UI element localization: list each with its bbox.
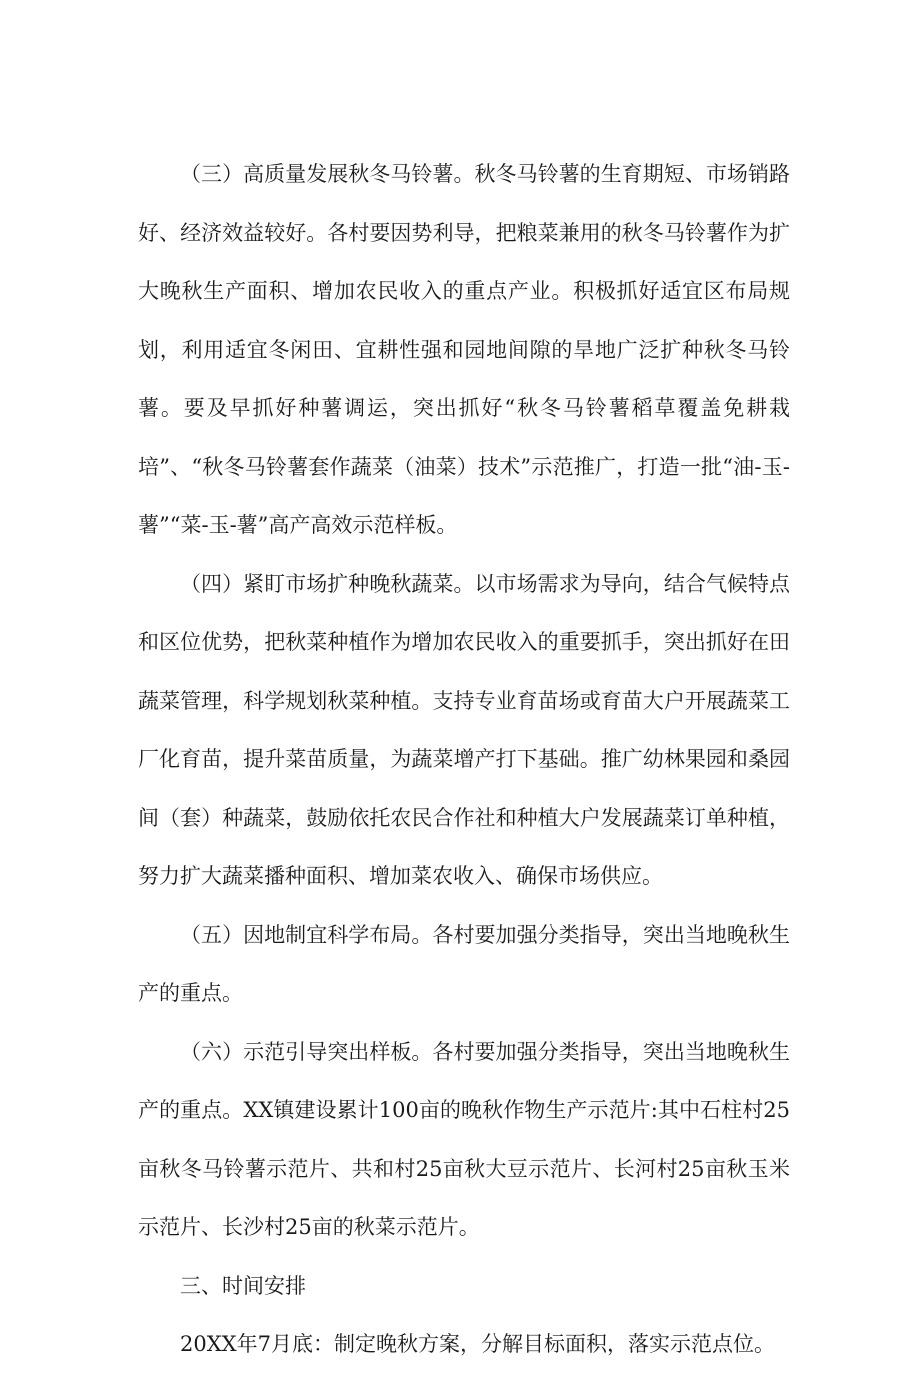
paragraph-autumn-winter-potato: （三）高质量发展秋冬马铃薯。秋冬马铃薯的生育期短、市场销路好、经济效益较好。各村要因势利导，把粮菜兼用的秋冬马铃薯作为扩大晚秋生产面积、增加农民收入的重点产业。积极抓好适宜区布局规划，利用适宜冬闲田、宜耕性强和园地间隙的旱地广泛扩种秋冬马铃薯。要及早抓好种薯调运，突出抓好“秋冬马铃薯稻草覆盖免耕栽培”、“秋冬马铃薯套作蔬菜（油菜）技术”示范推广，打造一批“油-玉-薯”“菜-玉-薯”高产高效示范样板。 bbox=[138, 162, 790, 537]
paragraph-demonstration-models: （六）示范引导突出样板。各村要加强分类指导，突出当地晚秋生产的重点。XX镇建设累计100亩的晚秋作物生产示范片:其中石柱村25亩秋冬马铃薯示范片、共和村25亩秋大豆示范片、长河村25亩秋玉米示范片、长沙村25亩的秋菜示范片。 bbox=[138, 1039, 790, 1239]
paragraph-schedule-july: 20XX年7月底：制定晚秋方案，分解目标面积，落实示范点位。 bbox=[180, 1332, 775, 1356]
paragraph-late-autumn-vegetables: （四）紧盯市场扩种晚秋蔬菜。以市场需求为导向，结合气候特点和区位优势，把秋菜种植作为增加农民收入的重要抓手，突出抓好在田蔬菜管理，科学规划秋菜种植。支持专业育苗场或育苗大户开展蔬菜工厂化育苗，提升菜苗质量，为蔬菜增产打下基础。推广幼林果园和桑园间（套）种蔬菜，鼓励依托农民合作社和种植大户发展蔬菜订单种植，努力扩大蔬菜播种面积、增加菜农收入、确保市场供应。 bbox=[138, 571, 790, 888]
section-heading-schedule: 三、时间安排 bbox=[180, 1273, 306, 1298]
document-body bbox=[138, 145, 790, 1374]
paragraph-scientific-layout: （五）因地制宜科学布局。各村要加强分类指导，突出当地晚秋生产的重点。 bbox=[138, 922, 790, 1005]
